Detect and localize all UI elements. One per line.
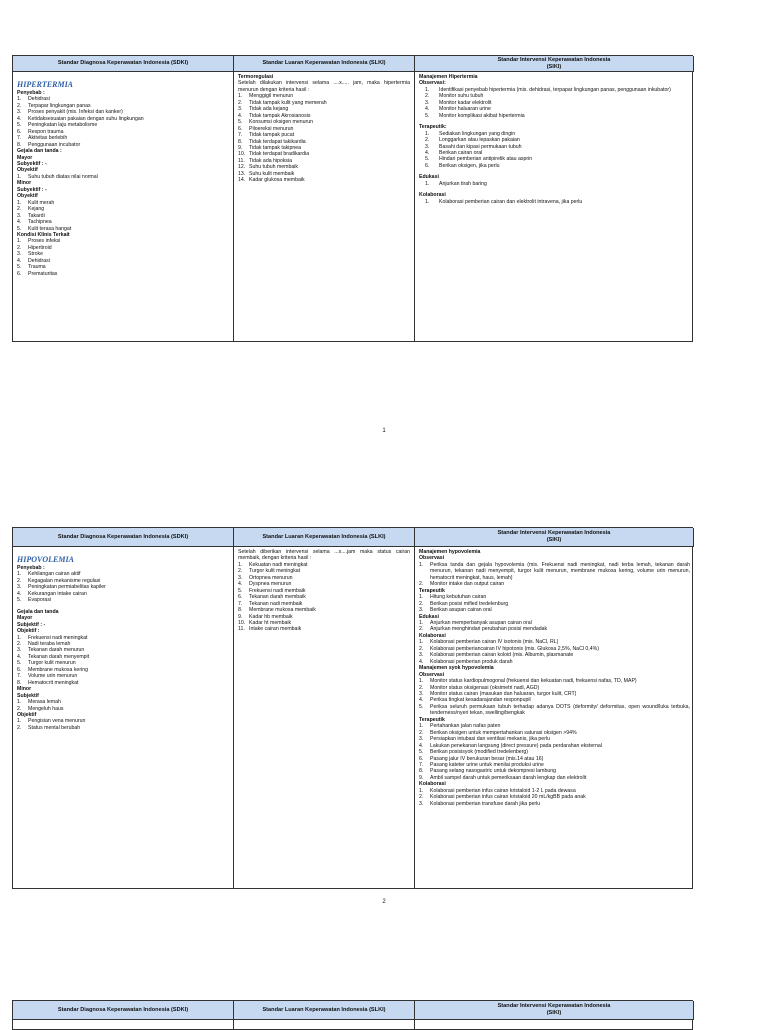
section-label: Objektif [17,711,37,718]
header-sdki: Standar Diagnosa Keperawatan Indonesia (SDKI) [13,56,234,72]
intervention-title: Manajemen hypovolemia [419,549,481,555]
list-item: 3. Kolaborasi pemberian cairan koloid (mis. Albumin, plasmanate [419,652,574,659]
list-item: 1. Dehidrasi [17,96,50,103]
list-item: 4. Kekurangan intake cairan [17,590,87,597]
section-label: Terapeutik [419,716,445,723]
section-label: Kondisi Klinis Terkait [17,231,70,238]
list [17,571,229,603]
slki-cell [234,1020,415,1029]
list [419,678,690,717]
list-item: 4. Monitor haluaran urine [425,106,491,113]
list-item: 2. Tidak tampak kulit yang memerah [238,99,327,106]
list-item: 8. Hematocrit meningkat [17,679,79,686]
list-item: 12. Suhu tubuh membaik [238,164,299,171]
section-label: Obyektif [17,193,38,200]
section-label: Observasi [419,671,445,678]
header-slki: Standar Luaran Keperawatan Indonesia (SLKI) [234,1001,415,1020]
section-label: Gejala dan tanda [17,608,59,615]
section-label: Subjektif : - [17,621,46,628]
section-label: Edukasi [419,613,439,620]
list-item: 1. Anjurkan memperbanyak asupan cairan oral [419,619,532,626]
list-item: 1. Kolaborasi pemberian infus cairan kristaloid 1-2 L pada dewasa [419,787,576,794]
list [238,562,410,633]
list-item: 11. Intake cairan membaik [238,626,302,633]
list-item: 1. Suhu tubuh diatas nilai normal [17,173,98,180]
list-item: 2. Berikan oksigen untuk mempertahankan saturasi oksigen >94% [419,729,577,736]
list-item: 6. Respon trauma [17,128,64,135]
section-label: Subyektif : - [17,186,47,193]
siki-cell [415,72,694,341]
list-item: 2. Kolaborasi pemberian infus cairan kristaloid 20 mL/kgBB pada anak [419,794,586,801]
list-item: 2. Nadi teraba lemah [17,640,71,647]
section-label: Terapeutik [419,587,445,594]
section-label: Gejala dan tanda : [17,148,62,155]
list-item: 3. Berikan asupan cairan oral [419,607,492,614]
list-item: 4. Tachipnea [17,219,52,226]
list-item: 1. Sediakan lingkungan yang dingin [425,130,516,137]
diagnosis-title: HIPERTERMIA [17,80,74,89]
list-item: 5. Hindari pemberian antipiretik atau asprin [425,156,533,163]
list-item: 1. Kulit merah [17,199,55,206]
list [17,699,229,712]
list-item: 5. Turgor kulit menurun [17,660,76,667]
list-item: 7. Pasang kateter urine untuk menilai produksi urine [419,761,544,768]
list-item: 1. Kolaborasi pemberian cairan dan elektrolit intravena, jika perlu [425,198,583,205]
header-slki: Standar Luaran Keperawatan Indonesia (SLKI) [234,56,415,72]
list-item: 5. Frekuensi nadi membaik [238,587,306,594]
list-item: 3. Monitor kadar elektrolit [425,99,492,106]
header-sdki: Standar Diagnosa Keperawatan Indonesia (SDKI) [13,1001,234,1020]
list-item: 5. Peningkatan laju metabolisme [17,122,98,129]
list [419,199,690,205]
list-item: 1. Hitung kebutuhan cairan [419,594,487,601]
siki-cell [415,547,694,888]
list-item: 1. Anjurkan tirah baring [425,180,487,187]
siki-cell [415,1020,694,1029]
list-item: 4. Tidak tampak Akrosianosis [238,112,311,119]
list-item: 7. Aktivitas berlebih [17,135,68,142]
outcome-intro: Setelah dilakukan intervensi selama ....x..... jam, maka hipertermia menurun dengan kriteria hasil : [238,80,410,93]
list [17,200,229,232]
list-item: 9. Kadar hb membaik [238,613,293,620]
list-item: 1. Merasa lemah [17,699,61,706]
list-item: 5. Berikan posisisyok (modified tredelenberg) [419,749,529,756]
list-item: 10. Tidak terdapat bradikardia [238,151,310,158]
sdki-cell [13,72,234,341]
table-page-3 [12,1000,693,1030]
list-item: 1. Kekuatan nadi meningkat [238,561,308,568]
outcome-title: Termoregulasi [238,74,274,80]
section-label: Observasi [419,555,445,562]
list-item: 3. Monitor status cairan (masukan dan haluaran, turgor kulit, CRT) [419,690,577,697]
list [419,639,690,665]
list-item: 4. Tekanan darah menyempit [17,653,90,660]
diagnosis-title: HIPOVOLEMIA [17,555,74,564]
section-label: Kolaborasi [419,781,446,788]
list-item: 3. Kolaborasi pemberian transfuse darah jika perlu [419,800,541,807]
list-item: 1. Pengisian vena menurun [17,718,86,725]
section-label: Subjektif [17,692,39,699]
slki-cell [234,72,415,341]
list-item: 8. Penggunaan incubator [17,141,81,148]
section-label: Kolaborasi [419,632,446,639]
list-item: 3. Tidak ada kejang [238,106,289,113]
list-item: 6. Berikan oksigen, jika perlu [425,162,500,169]
section-label: Minor [17,686,32,693]
list-item: 5. Monitor komplikasi akibat hipertermia [425,112,525,119]
list-item: 1. Kolaborasi pemberian cairan IV isotonis (mis. NaCl, RL) [419,639,559,646]
section-label: Penyebab : [17,90,45,96]
list-item: 1. Periksa tanda dan gejala hypovolemia (mis. Frekuensi nadi meningkat, nadi terba lemah, tekanan darah menurun, tekanan nadi menyempit, turgor kulit menurun, membrane mukosa kering, volume urin menurun, hematocrit meningkat, haus, lemah) [419,561,690,581]
list-item: 6. Pasang jalur IV berukuran besar (mis.14 atau 16) [419,755,544,762]
list-item: 9. Tidak tampak takipnea [238,144,301,151]
list-item: 1. Menggigil menurun [238,93,294,100]
list-item: 2. Kolaborasi pemberiancairan IV hipotonis (mis. Glukosa 2,5%, NaCl 0,4%) [419,645,599,652]
list [419,181,690,187]
list [419,131,690,170]
section-label: Mayor [17,154,33,161]
list-item: 14. Kadar glukosa membaik [238,177,305,184]
list [419,87,690,119]
list-item: 1. Monitor status kardiopulmogonal (frekuensi dan kekuatan nadi, frekuensi nafas, TD, MAP) [419,678,637,685]
list-item: 6. Prematuritas [17,270,58,277]
list-item: 9. Ambil sampel darah untuk pemeriksaan darah lengkap dan elektrolit [419,774,587,781]
sdki-cell [13,547,234,888]
slki-cell [234,547,415,888]
list-item: 1. Proses infeksi [17,238,61,245]
intervention-title: Manajemen syok hypovolemia [419,665,494,672]
table-page-1 [12,55,693,342]
list-item: 4. Ketidaksesuaian pakaian dengan suhu lingkungan [17,115,144,122]
header-sdki: Standar Diagnosa Keperawatan Indonesia (SDKI) [13,528,234,547]
section-label: Kolaborasi [419,192,446,199]
list-item: 3. Stroke [17,251,43,258]
page-number: 1 [382,428,386,434]
list-item: 2. Status mental berubah [17,724,81,731]
list [419,594,690,613]
list-item: 5. Konsumsi oksigen menurun [238,119,314,126]
list-item: 7. Volume urin menurun [17,673,78,680]
list-item: 1. Kehilangan cairan aktif [17,571,81,578]
section-label: Penyebab : [17,565,45,571]
list [419,620,690,633]
list-item: 2. Anjurkan menghindari perubahan posisi mendadak [419,626,548,633]
list-item: 2. Mengeluh haus [17,705,64,712]
list-item: 2. Kejang [17,206,45,213]
section-label: Mayor [17,615,33,622]
list-item: 1. Frekuensi nadi meningkat [17,634,88,641]
list-item: 4. Kolaborasi pemberian produk darah [419,658,513,665]
list [419,723,690,781]
list-item: 8. Tidak terdapat takikardia [238,138,306,145]
list-item: 11. Tidak ada hipoksia [238,157,293,164]
list-item: 2. Monitor status oksigenasi (oksimetri nadi, AGD) [419,684,540,691]
table-page-2 [12,527,693,889]
list-item: 4. Dehidrasi [17,257,50,264]
list-item: 4. Periksa tingkat kesadarajandan responpupil [419,697,531,704]
list-item: 2. Longgarkan atau lepaskan pakaian [425,137,520,144]
list-item: 3. Persiapkan intubasi dan ventilasi mekanis, jika perlu [419,736,550,743]
section-label: Objektif : [17,628,40,635]
list [238,93,410,183]
outcome-intro: Setelah diberikan intervensi selama ...x....jam maka status cairan membaik, dengan kriteria hasil : [238,549,410,562]
list-item: 3. Ortopnea menurun [238,574,293,581]
list-item: 2. Berikan posisi mified tredelenburg [419,600,509,607]
list-item: 7. Tidak tampak pucat [238,132,295,139]
list-item: 8. Membrane mukosa membaik [238,607,316,614]
section-label: Observasi: [419,80,446,87]
list-item: 2. Monitor suhu tubuh [425,93,484,100]
section-label: Obyektif [17,167,38,174]
list-item: 6. Membrane mukosa kering [17,666,88,673]
list-item: 8. Pasang selang nasogastric untuk dekompresi lambung [419,768,557,775]
list-item: 4. Berikan cairan oral [425,149,483,156]
section-label: Minor [17,180,32,187]
list-item: 1. Identifikasi penyebab hipertermia (mis. dehidrasi, terpapar lingkungan panas, penggunaan inkubator) [425,86,671,93]
list-item: 6. Piloereksi menurun [238,125,294,132]
list-item: 2. Terpapar lingkungan panas [17,102,91,109]
list-item: 3. Peningkatan permiabelitas kapiler [17,584,106,591]
list-item: 5. Trauma [17,264,46,271]
header-siki: Standar Intervensi Keperawatan Indonesia (SIKI) [415,56,694,72]
intervention-title: Manajemen Hipertermia [419,74,478,80]
list [17,96,229,148]
list-item: 1. Pertahankan jalan nafas paten [419,723,501,730]
list-item: 7. Tekanan nadi membaik [238,600,303,607]
list-item: 3. Basahi dan kipasi permukaan tubuh [425,143,522,150]
list-item: 3. Takardi [17,212,45,219]
list-item: 5. Kulit terasa hangat [17,225,72,232]
section-label: Subyektif : - [17,160,47,167]
list [419,562,690,588]
list [17,718,229,731]
list-item: 2. Kegagalan mekanisme regulasi [17,577,101,584]
list-item: 10. Kadar ht membaik [238,619,292,626]
list-item: 3. Proses penyakit (mis. Infeksi dan kanker) [17,109,123,116]
section-label: Edukasi [419,174,439,181]
list-item: 5. Periksa seluruh permukaan tubuh terhadap adanya DOTS (deformity/ deformitas, open wound/luka terbuka, tenderness/nyeri tekan, swelling/bengkak [419,703,690,717]
header-siki: Standar Intervensi Keperawatan Indonesia (SIKI) [415,1001,694,1020]
list-item: 2. Turgor kulit meningkat [238,568,301,575]
page-number: 2 [382,899,386,905]
list [17,238,229,277]
list [17,174,229,180]
list [419,788,690,807]
list-item: 3. Tekanan darah menurun [17,647,85,654]
section-label: Terapeutik: [419,124,447,131]
list-item: 4. Dyspnea menurun [238,581,292,588]
list-item: 2. Hipertiroid [17,244,52,251]
list-item: 5. Evaporasi [17,597,52,604]
list-item: 6. Tekanan darah membaik [238,594,306,601]
list-item: 2. Monitor intake dan output cairan [419,581,505,588]
sdki-cell [13,1020,234,1029]
list-item: 4. Lakukan penekanan langsung (direct pressure) pada perdarahan eksternal [419,742,602,749]
header-siki: Standar Intervensi Keperawatan Indonesia (SIKI) [415,528,694,547]
header-slki: Standar Luaran Keperawatan Indonesia (SLKI) [234,528,415,547]
list-item: 13. Suhu kulit membaik [238,170,295,177]
list [17,635,229,687]
